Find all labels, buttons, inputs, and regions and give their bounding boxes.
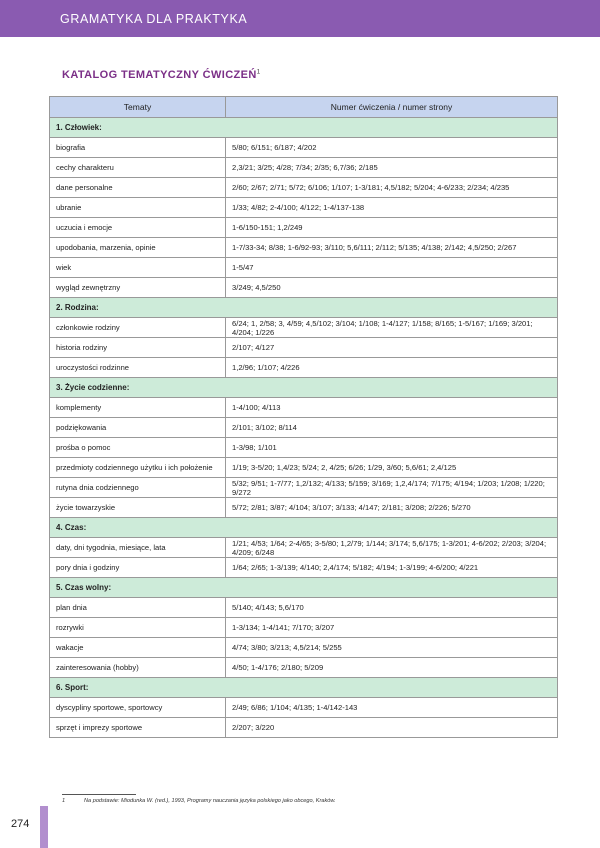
topic-cell: podziękowania: [50, 418, 226, 438]
table-row: [50, 618, 558, 638]
exercise-numbers-cell: 2/101; 3/102; 8/114: [226, 418, 558, 438]
column-header-topics: Tematy: [50, 97, 226, 118]
table-row: [50, 358, 558, 378]
table-row: [50, 318, 558, 338]
topic-cell: sprzęt i imprezy sportowe: [50, 718, 226, 738]
exercise-numbers-cell: 1-4/100; 4/113: [226, 398, 558, 418]
page-title: [62, 69, 261, 81]
exercise-numbers-cell: 3/249; 4,5/250: [226, 278, 558, 298]
section-label: 3. Życie codzienne:: [50, 378, 558, 398]
footnote-mark: 1: [256, 69, 261, 76]
topic-cell: pory dnia i godziny: [50, 558, 226, 578]
exercise-numbers-cell: 1-6/150-151; 1,2/249: [226, 218, 558, 238]
table-header-row: [50, 97, 558, 118]
topic-cell: wygląd zewnętrzny: [50, 278, 226, 298]
page-title-text: KATALOG TEMATYCZNY ĆWICZEŃ: [62, 69, 257, 81]
section-row: [50, 298, 558, 318]
table-row: [50, 198, 558, 218]
table-row: [50, 338, 558, 358]
exercise-numbers-cell: 2/49; 6/86; 1/104; 4/135; 1-4/142-143: [226, 698, 558, 718]
topic-cell: wakacje: [50, 638, 226, 658]
table-row: [50, 438, 558, 458]
footnote-divider: [62, 794, 136, 795]
table-row: [50, 418, 558, 438]
section-row: [50, 578, 558, 598]
topic-cell: dyscypliny sportowe, sportowcy: [50, 698, 226, 718]
exercise-numbers-cell: 1-7/33-34; 8/38; 1-6/92-93; 3/110; 5,6/111; 2/112; 5/135; 4/138; 2/142; 4,5/250; 2/267: [226, 238, 558, 258]
table-row: [50, 258, 558, 278]
footnote-text: Na podstawie: Miodunka W. (red.), 1993, Programy nauczania języka polskiego jako obcego, Kraków.: [84, 798, 336, 804]
table-row: [50, 138, 558, 158]
footnote-number: 1: [62, 798, 66, 804]
section-label: 2. Rodzina:: [50, 298, 558, 318]
exercise-numbers-cell: 5/80; 6/151; 6/187; 4/202: [226, 138, 558, 158]
topic-cell: uroczystości rodzinne: [50, 358, 226, 378]
table-row: [50, 478, 558, 498]
table-row: [50, 158, 558, 178]
topic-cell: życie towarzyskie: [50, 498, 226, 518]
topic-cell: wiek: [50, 258, 226, 278]
exercise-numbers-cell: 5/72; 2/81; 3/87; 4/104; 3/107; 3/133; 4/147; 2/181; 3/208; 2/226; 5/270: [226, 498, 558, 518]
page-number: 274: [11, 818, 30, 830]
page-number-bar: [40, 806, 48, 848]
topic-cell: przedmioty codziennego użytku i ich położenie: [50, 458, 226, 478]
exercise-numbers-cell: 6/24; 1, 2/58; 3, 4/59; 4,5/102; 3/104; 1/108; 1-4/127; 1/158; 8/165; 1-5/167; 1/169; 3/201; 4/204; 1/226: [226, 318, 558, 338]
topic-cell: historia rodziny: [50, 338, 226, 358]
table-row: [50, 498, 558, 518]
table-row: [50, 178, 558, 198]
topic-cell: prośba o pomoc: [50, 438, 226, 458]
exercise-numbers-cell: 1,2/96; 1/107; 4/226: [226, 358, 558, 378]
topic-cell: członkowie rodziny: [50, 318, 226, 338]
section-row: [50, 118, 558, 138]
exercise-numbers-cell: 1-5/47: [226, 258, 558, 278]
exercise-numbers-cell: 5/140; 4/143; 5,6/170: [226, 598, 558, 618]
table-row: [50, 698, 558, 718]
section-row: [50, 518, 558, 538]
topic-cell: uczucia i emocje: [50, 218, 226, 238]
exercise-numbers-cell: 1/33; 4/82; 2-4/100; 4/122; 1-4/137-138: [226, 198, 558, 218]
table-row: [50, 658, 558, 678]
section-label: 4. Czas:: [50, 518, 558, 538]
exercise-numbers-cell: 2,3/21; 3/25; 4/28; 7/34; 2/35; 6,7/36; 2/185: [226, 158, 558, 178]
top-header-bar: [0, 0, 600, 37]
exercise-numbers-cell: 1-3/98; 1/101: [226, 438, 558, 458]
section-row: [50, 378, 558, 398]
exercise-numbers-cell: 4/74; 3/80; 3/213; 4,5/214; 5/255: [226, 638, 558, 658]
table-row: [50, 718, 558, 738]
topic-cell: daty, dni tygodnia, miesiące, lata: [50, 538, 226, 558]
exercise-numbers-cell: 1/21; 4/53; 1/64; 2-4/65; 3-5/80; 1,2/79; 1/144; 3/174; 5,6/175; 1-3/201; 4-6/202; 2/203; 3/204; 4/209; 6/248: [226, 538, 558, 558]
table-row: [50, 638, 558, 658]
running-title: GRAMATYKA DLA PRAKTYKA: [60, 12, 248, 26]
table-row: [50, 538, 558, 558]
table-row: [50, 398, 558, 418]
column-header-exercise-numbers: Numer ćwiczenia / numer strony: [226, 97, 558, 118]
section-label: 1. Człowiek:: [50, 118, 558, 138]
exercise-numbers-cell: 4/50; 1-4/176; 2/180; 5/209: [226, 658, 558, 678]
topic-cell: rozrywki: [50, 618, 226, 638]
section-row: [50, 678, 558, 698]
exercise-numbers-cell: 2/107; 4/127: [226, 338, 558, 358]
section-label: 6. Sport:: [50, 678, 558, 698]
topic-cell: dane personalne: [50, 178, 226, 198]
topic-cell: plan dnia: [50, 598, 226, 618]
exercise-numbers-cell: 2/207; 3/220: [226, 718, 558, 738]
topic-cell: cechy charakteru: [50, 158, 226, 178]
exercise-numbers-cell: 1/19; 3-5/20; 1,4/23; 5/24; 2, 4/25; 6/26; 1/29, 3/60; 5,6/61; 2,4/125: [226, 458, 558, 478]
exercise-numbers-cell: 1-3/134; 1-4/141; 7/170; 3/207: [226, 618, 558, 638]
table-row: [50, 238, 558, 258]
table-row: [50, 278, 558, 298]
exercise-numbers-cell: 5/32; 9/51; 1-7/77; 1,2/132; 4/133; 5/159; 3/169; 1,2,4/174; 7/175; 4/194; 1/203; 1/208; 1/220; 9/272: [226, 478, 558, 498]
topic-cell: zainteresowania (hobby): [50, 658, 226, 678]
topic-cell: ubranie: [50, 198, 226, 218]
section-label: 5. Czas wolny:: [50, 578, 558, 598]
thematic-catalog-table: [49, 96, 558, 738]
table-row: [50, 458, 558, 478]
exercise-numbers-cell: 1/64; 2/65; 1-3/139; 4/140; 2,4/174; 5/182; 4/194; 1-3/199; 4-6/200; 4/221: [226, 558, 558, 578]
topic-cell: biografia: [50, 138, 226, 158]
footnote: [62, 798, 336, 804]
topic-cell: upodobania, marzenia, opinie: [50, 238, 226, 258]
table-row: [50, 558, 558, 578]
topic-cell: rutyna dnia codziennego: [50, 478, 226, 498]
table-row: [50, 598, 558, 618]
table-row: [50, 218, 558, 238]
exercise-numbers-cell: 2/60; 2/67; 2/71; 5/72; 6/106; 1/107; 1-3/181; 4,5/182; 5/204; 4-6/233; 2/234; 4/235: [226, 178, 558, 198]
topic-cell: komplementy: [50, 398, 226, 418]
